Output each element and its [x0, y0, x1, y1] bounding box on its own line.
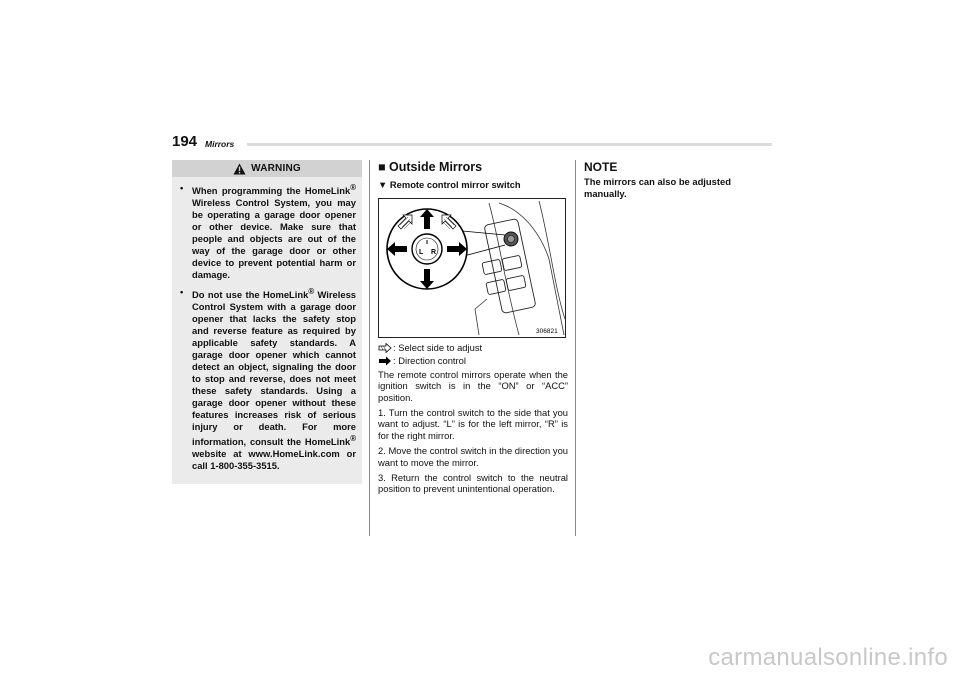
section-title: ■ Outside Mirrors — [378, 160, 483, 174]
dial-label-right: R — [431, 249, 437, 256]
step-3: 3. Return the control switch to the neutral position to prevent unintentional operation. — [378, 472, 568, 495]
warning-item: • Do not use the HomeLink® Wireless Control System with a garage door opener that lacks the safety stop and reverse feature as required by applicable safety standards. A garage door opener which cannot detect an object, signaling the door to stop and reverse, does not meet these safety standards. Using a garage door opener without these features increases risk of serious injury or death. For more information, consult the HomeLink® website at www.HomeLink.com or call 1-800-355-3515. — [180, 286, 356, 472]
selector-dial — [412, 234, 442, 264]
warning-box — [172, 160, 362, 484]
figure-code: 306821 — [536, 328, 558, 335]
subsection-title: ▼ Remote control mirror switch — [378, 179, 521, 190]
page-header — [172, 134, 772, 152]
column-divider — [369, 160, 370, 536]
hatched-arrow-icon — [378, 343, 392, 353]
header-rule — [247, 143, 772, 146]
warning-triangle-icon — [233, 163, 246, 175]
warning-title: WARNING — [251, 163, 301, 174]
warning-item: • When programming the HomeLink® Wireless Control System, you may be operating a garage door opener or other device. Make sure that people and objects are out of the way of the garage door or other device to prevent potential harm or damage. — [180, 182, 356, 281]
step-2: 2. Move the control switch in the direction you want to move the mirror. — [378, 445, 568, 468]
legend-select: : Select side to adjust — [378, 342, 568, 353]
note-text: The mirrors can also be adjusted manually. — [584, 176, 731, 199]
note-title: NOTE — [584, 160, 618, 174]
legend-direction: : Direction control — [378, 355, 568, 366]
watermark: carmanualsonline.info — [708, 644, 948, 671]
solid-arrow-icon — [378, 356, 392, 366]
step-1: 1. Turn the control switch to the side that you want to adjust. “L” is for the left mirror, “R” is for the right mirror. — [378, 407, 568, 441]
warning-header — [172, 160, 362, 177]
section-name: Mirrors — [205, 139, 235, 149]
dial-label-left: L — [419, 249, 424, 256]
paragraph: The remote control mirrors operate when the ignition switch is in the “ON” or “ACC” position. — [378, 368, 568, 403]
mirror-switch-figure — [378, 198, 566, 338]
mirror-instructions — [378, 342, 568, 499]
bullet-icon: • — [180, 182, 184, 193]
bullet-icon: • — [180, 286, 184, 298]
page-number: 194 — [172, 133, 198, 150]
mirror-switch-illustration — [379, 199, 565, 337]
warning-list — [178, 182, 356, 477]
column-divider — [575, 160, 576, 536]
